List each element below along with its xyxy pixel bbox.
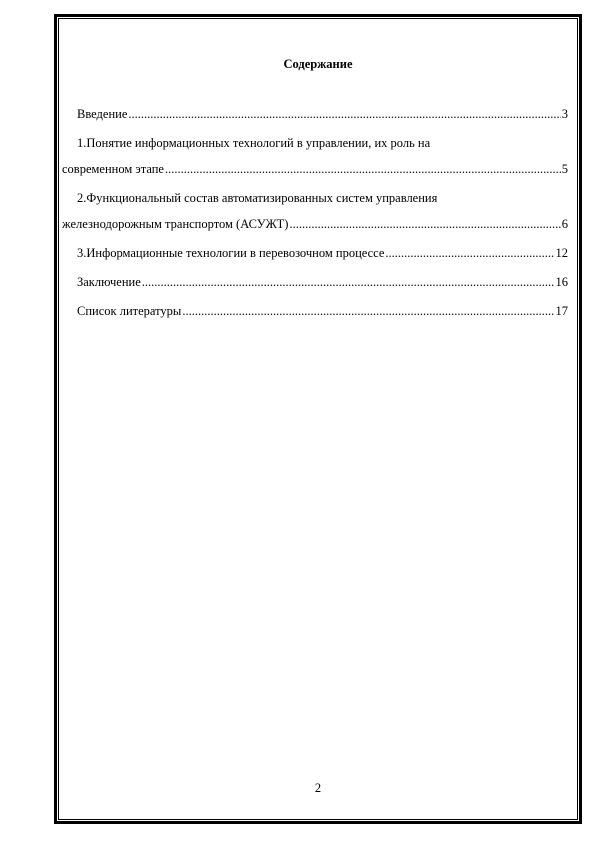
toc-entry-label: 3.Информационные технологии в перевозочном процессе	[77, 246, 385, 260]
toc-entry-chapter-3[interactable]	[62, 245, 568, 261]
toc-entry-bibliography[interactable]	[62, 303, 568, 319]
toc-page-number: 3	[561, 107, 568, 121]
toc-page-number: 6	[561, 217, 568, 231]
toc-page-number: 17	[555, 304, 568, 318]
table-of-contents	[62, 106, 568, 319]
toc-dot-leader	[128, 106, 560, 122]
toc-entry-label: Список литературы	[77, 304, 182, 318]
toc-entry-conclusion[interactable]	[62, 274, 568, 290]
toc-entry-label-continued: железнодорожным транспортом (АСУЖТ)	[62, 217, 289, 231]
page-footer-number: 2	[314, 781, 322, 795]
toc-page-number: 16	[555, 275, 568, 289]
toc-page-number: 5	[561, 162, 568, 176]
toc-dot-leader	[385, 245, 554, 261]
toc-entry-introduction[interactable]	[62, 106, 568, 122]
toc-entry-label-continued: современном этапе	[62, 162, 164, 176]
toc-page-number: 12	[555, 246, 568, 260]
toc-entry-label: Заключение	[77, 275, 141, 289]
toc-dot-leader	[142, 274, 555, 290]
toc-entry-label: 2.Функциональный состав автоматизированных систем управления	[77, 191, 438, 205]
toc-entry-chapter-1[interactable]	[62, 135, 568, 177]
toc-dot-leader	[165, 161, 561, 177]
toc-entry-chapter-2[interactable]	[62, 190, 568, 232]
toc-entry-label: Введение	[77, 107, 128, 121]
toc-dot-leader	[289, 216, 560, 232]
toc-dot-leader	[182, 303, 554, 319]
toc-title: Содержание	[283, 57, 353, 71]
toc-entry-label: 1.Понятие информационных технологий в управлении, их роль на	[77, 136, 431, 150]
